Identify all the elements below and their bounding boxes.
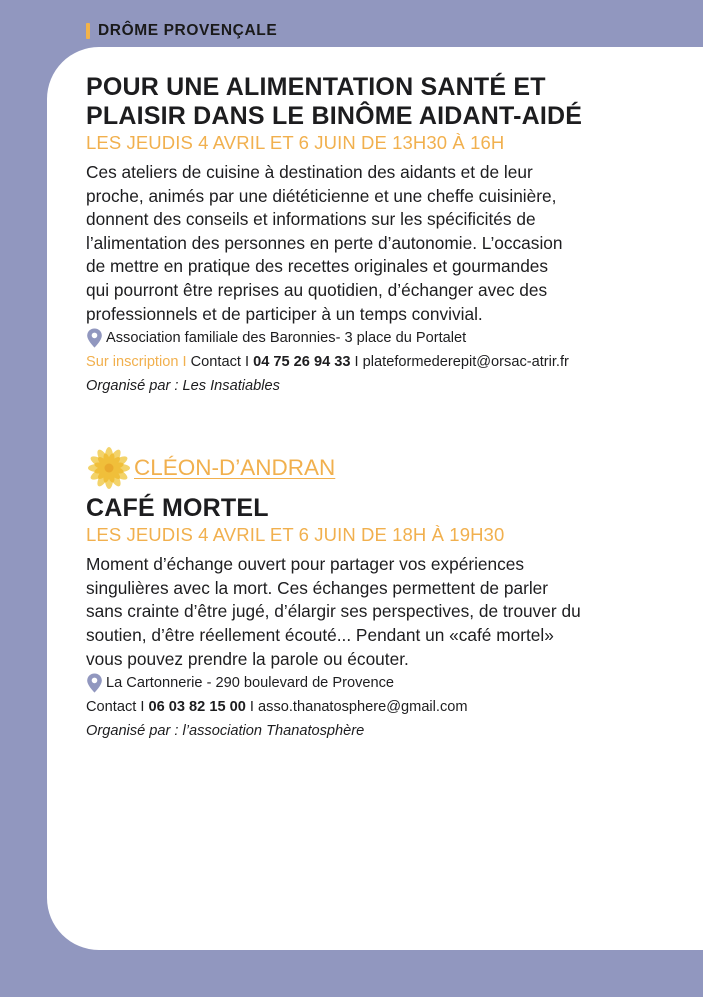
map-pin-icon [86, 328, 103, 348]
region-title: DRÔME PROVENÇALE [98, 22, 278, 39]
description-line: proche, animés par une diététicienne et une cheffe cuisinière, [86, 185, 557, 206]
content-card [47, 47, 703, 950]
description-line: professionnels et de participer à un temps convivial. [86, 303, 483, 324]
description-line: qui pourront être reprises au quotidien, d’échanger avec des [86, 279, 548, 300]
separator: I [350, 354, 363, 371]
separator: I [178, 354, 191, 371]
separator: I [245, 699, 259, 716]
email-address[interactable]: asso.thanatosphere@gmail.com [258, 699, 468, 716]
description-line: soutien, d’être réellement écouté... Pendant un «café mortel» [86, 624, 554, 645]
description-line: singulières avec la mort. Ces échanges permettent de parler [86, 577, 549, 598]
event-title-line: PLAISIR DANS LE BINÔME AIDANT-AIDÉ [86, 102, 583, 130]
description-line: Moment d’échange ouvert pour partager vos expériences [86, 554, 525, 575]
event-organizer: Organisé par : Les Insatiables [86, 378, 280, 395]
sun-flower-icon [86, 445, 132, 491]
section-header [86, 22, 277, 40]
event-contact-line [86, 350, 621, 374]
event-title [86, 73, 621, 131]
registration-note: Sur inscription [86, 354, 179, 371]
phone-number[interactable]: 06 03 82 15 00 [148, 699, 246, 716]
description-line: sans crainte d’être jugé, d’élargir ses perspectives, de trouver du [86, 601, 581, 622]
event-title: CAFÉ MORTEL [86, 494, 269, 523]
header-accent-bar [86, 23, 90, 39]
description-line: donnent des conseils et informations sur les spécificités de [86, 209, 536, 230]
event-description [86, 161, 621, 326]
map-pin-icon [86, 673, 103, 693]
description-line: vous pouvez prendre la parole ou écouter. [86, 648, 409, 669]
event-description [86, 553, 621, 671]
event-contact-line [86, 695, 621, 719]
event-cafe-mortel [86, 494, 621, 743]
event-date: LES JEUDIS 4 AVRIL ET 6 JUIN DE 18H À 19H30 [86, 524, 505, 546]
description-line: de mettre en pratique des recettes originales et gourmandes [86, 256, 549, 277]
contact-label: Contact [190, 354, 241, 371]
event-alimentation [86, 73, 621, 398]
city-name: CLÉON-D’ANDRAN [134, 455, 336, 481]
description-line: Ces ateliers de cuisine à destination des aidants et de leur [86, 162, 533, 182]
description-line: l’alimentation des personnes en perte d’autonomie. L’occasion [86, 232, 563, 253]
phone-number[interactable]: 04 75 26 94 33 [253, 354, 351, 371]
email-address[interactable]: plateformederepit@orsac-atrir.fr [362, 354, 569, 371]
separator: I [240, 354, 254, 371]
event-date: LES JEUDIS 4 AVRIL ET 6 JUIN DE 13H30 À 16H [86, 132, 505, 153]
city-heading [86, 444, 621, 492]
event-title-line: POUR UNE ALIMENTATION SANTÉ ET [86, 73, 546, 101]
separator: I [136, 699, 149, 716]
address-text: La Cartonnerie - 290 boulevard de Provence [106, 675, 395, 692]
event-address [86, 326, 621, 350]
event-organizer: Organisé par : l’association Thanatosphère [86, 723, 365, 740]
content-column [86, 73, 621, 743]
event-address [86, 671, 621, 695]
contact-label: Contact [86, 699, 137, 716]
address-text: Association familiale des Baronnies- 3 place du Portalet [106, 330, 467, 347]
